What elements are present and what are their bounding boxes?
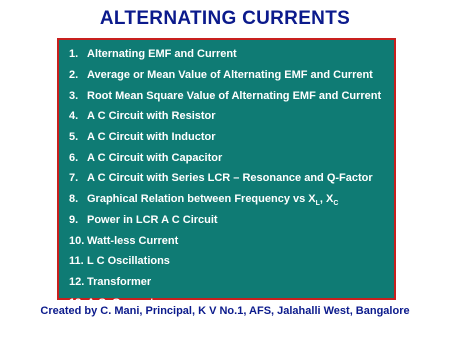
list-item [69,127,390,148]
page-title: ALTERNATING CURRENTS [99,8,351,29]
item-label: A C Circuit with Capacitor [87,151,223,164]
item-label: A C Circuit with Series LCR – Resonance and Q-Factor [87,172,373,185]
list-item [69,168,390,189]
item-label: Alternating EMF and Current [87,48,237,61]
item-number: 12. [69,275,85,288]
list-item [69,189,390,210]
item-label: A C Circuit with Resistor [87,110,216,123]
list-item [69,230,390,251]
item-label: Power in LCR A C Circuit [87,213,218,226]
item-label: Average or Mean Value of Alternating EMF and Current [87,69,373,82]
list-item [69,147,390,168]
item-number: 4. [69,110,79,123]
item-number: 3. [69,89,79,102]
item-number: 8. [69,193,79,206]
item-number: 2. [69,69,79,82]
item-number: 1. [69,48,79,61]
item-number: 6. [69,151,79,164]
item-number: 9. [69,213,79,226]
subscript-c: C [333,200,339,208]
item-number: 10. [69,234,85,247]
item-label: Transformer [87,275,152,288]
subscript-l: L [315,200,320,208]
item-label: Watt-less Current [87,234,179,247]
credit-line: Created by C. Mani, Principal, K V No.1, AFS, Jalahalli West, Bangalore [40,305,410,317]
item-number: 13. [69,296,85,309]
item-label: L C Oscillations [87,255,170,268]
item-label-mid: , X [319,193,334,206]
item-label: A.C. Generator [87,296,165,309]
item-label: A C Circuit with Inductor [87,131,216,144]
item-label-text: Graphical Relation between Frequency vs X [87,193,316,206]
list-item [69,65,390,86]
topics-panel [57,38,396,309]
item-number: 7. [69,172,79,185]
list-item [69,44,390,65]
list-item [69,210,390,231]
list-item [69,106,390,127]
item-number: 5. [69,131,79,144]
list-item [69,85,390,106]
list-item [69,272,390,293]
item-label [87,193,339,208]
list-item [69,251,390,272]
topics-list [69,44,390,313]
item-number: 11. [69,255,84,268]
item-label: Root Mean Square Value of Alternating EMF and Current [87,89,382,102]
